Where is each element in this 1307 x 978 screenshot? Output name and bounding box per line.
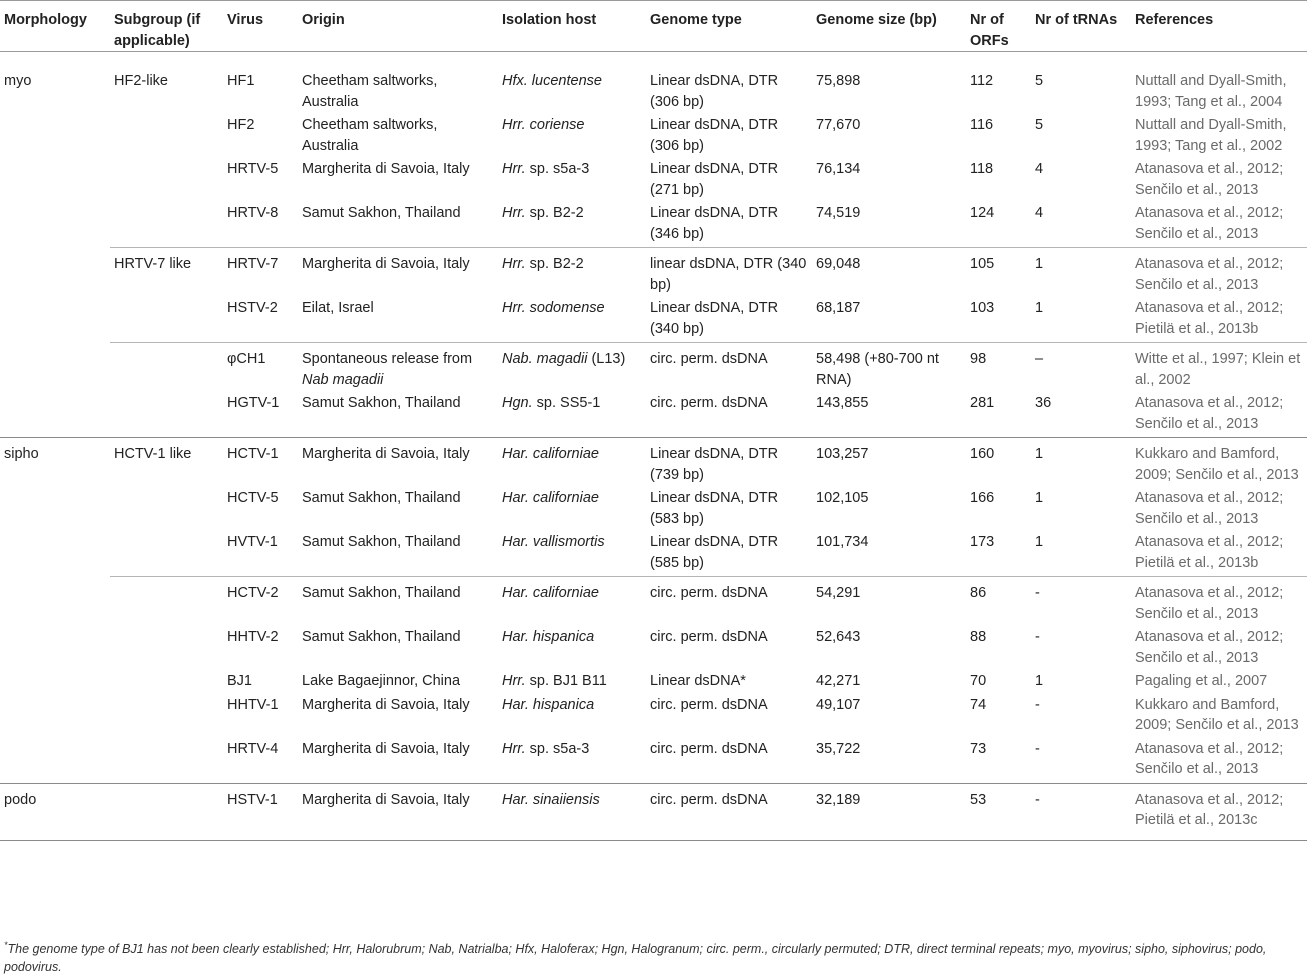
cell-orfs: 74 <box>970 696 987 713</box>
host-genus: Nab. magadii <box>502 351 588 367</box>
cell-genome-type: Linear dsDNA* <box>650 673 746 689</box>
cell-morphology <box>0 671 110 695</box>
cell-morphology <box>0 739 110 784</box>
cell-virus: HHTV-2 <box>227 629 279 645</box>
host-genus: Har. hispanica <box>502 629 595 645</box>
cell-references: Pagaling et al., 2007 <box>1135 673 1268 689</box>
cell-subgroup <box>110 488 223 532</box>
cell-orfs: 53 <box>966 783 1031 840</box>
cell-origin <box>298 115 498 159</box>
cell-origin <box>298 298 498 343</box>
origin-species: Nab magadii <box>302 371 384 388</box>
cell-host <box>498 115 646 159</box>
cell-references: Nuttall and Dyall-Smith, 1993; Tang et al., 2002 <box>1135 117 1287 154</box>
host-genus: Hrr. <box>502 740 526 757</box>
cell-genome-type: circ. perm. dsDNA <box>646 343 812 394</box>
table-row <box>0 438 1307 489</box>
cell-genome-type: circ. perm. dsDNA <box>646 783 812 840</box>
cell-genome-size: 103,257 <box>812 438 966 489</box>
cell-virus: HSTV-2 <box>227 300 278 316</box>
origin-text: Margherita di Savoia, Italy <box>302 791 470 808</box>
cell-subgroup <box>110 203 223 248</box>
cell-host <box>498 298 646 343</box>
table-row <box>0 532 1307 577</box>
cell-genome-size: 143,855 <box>816 395 869 411</box>
cell-references: Atanasova et al., 2012; Senčilo et al., 2013 <box>1131 248 1307 299</box>
cell-trnas: - <box>1035 696 1040 713</box>
cell-genome-type: Linear dsDNA, DTR (306 bp) <box>650 73 779 110</box>
cell-orfs: 112 <box>970 73 994 89</box>
cell-morphology <box>0 159 110 203</box>
host-genus: Hfx. lucentense <box>502 73 602 89</box>
origin-text: Cheetham saltworks, Australia <box>302 73 438 110</box>
cell-origin <box>298 343 498 394</box>
cell-virus: HCTV-1 <box>223 438 298 489</box>
cell-virus: HRTV-8 <box>227 205 279 221</box>
cell-subgroup <box>110 577 223 628</box>
cell-host <box>498 203 646 248</box>
cell-genome-size: 68,187 <box>816 300 861 316</box>
cell-morphology <box>0 532 110 577</box>
table-row <box>0 115 1307 159</box>
cell-morphology <box>0 393 110 438</box>
cell-trnas: - <box>1031 577 1131 628</box>
cell-subgroup <box>110 343 223 394</box>
cell-host <box>498 393 646 438</box>
cell-virus: HRTV-4 <box>227 740 279 757</box>
table-footnote <box>4 936 1299 976</box>
cell-morphology <box>0 115 110 159</box>
cell-host <box>498 695 646 739</box>
cell-genome-size: 49,107 <box>816 696 861 713</box>
cell-references: Kukkaro and Bamford, 2009; Senčilo et al., 2013 <box>1135 696 1299 733</box>
cell-trnas: - <box>1031 783 1131 840</box>
table-row <box>0 343 1307 394</box>
cell-virus: HF2 <box>227 117 255 133</box>
col-header-virus: Virus <box>223 1 298 52</box>
cell-origin <box>298 577 498 628</box>
cell-subgroup <box>110 783 223 840</box>
cell-references: Atanasova et al., 2012; Pietilä et al., 2013c <box>1131 783 1307 840</box>
cell-origin <box>298 393 498 438</box>
cell-genome-type: Linear dsDNA, DTR (739 bp) <box>646 438 812 489</box>
cell-trnas: 5 <box>1035 117 1044 133</box>
cell-genome-type: Linear dsDNA, DTR (583 bp) <box>650 490 779 527</box>
cell-virus: HHTV-1 <box>227 696 279 713</box>
cell-orfs: 98 <box>966 343 1031 394</box>
cell-genome-size: 69,048 <box>812 248 966 299</box>
cell-trnas: - <box>1035 629 1040 645</box>
cell-morphology: myo <box>4 73 32 89</box>
origin-text: Samut Sakhon, Thailand <box>302 534 461 550</box>
table-row <box>0 671 1307 695</box>
host-genus: Har. californiae <box>502 585 599 601</box>
footnote-marker: * <box>4 940 8 950</box>
origin-text: Samut Sakhon, Thailand <box>302 490 461 506</box>
cell-virus: BJ1 <box>227 673 252 689</box>
host-strain: sp. s5a-3 <box>525 740 590 757</box>
cell-trnas: 5 <box>1035 73 1044 89</box>
col-header-morphology: Morphology <box>0 1 110 52</box>
cell-host <box>498 739 646 784</box>
cell-virus: HSTV-1 <box>223 783 298 840</box>
cell-trnas: 1 <box>1035 534 1044 550</box>
table-row <box>0 783 1307 840</box>
host-genus: Har. californiae <box>502 490 599 506</box>
cell-references: Atanasova et al., 2012; Pietilä et al., 2013b <box>1135 300 1284 337</box>
host-genus: Har. hispanica <box>502 696 595 713</box>
host-strain: sp. B2-2 <box>525 205 584 221</box>
col-header-genome-size: Genome size (bp) <box>812 1 966 52</box>
cell-references: Atanasova et al., 2012; Senčilo et al., 2013 <box>1135 161 1284 198</box>
cell-origin <box>298 671 498 695</box>
cell-host <box>498 438 646 489</box>
table-row <box>0 627 1307 671</box>
cell-subgroup: HRTV-7 like <box>110 248 223 299</box>
cell-genome-size: 74,519 <box>816 205 861 221</box>
cell-references: Atanasova et al., 2012; Senčilo et al., 2013 <box>1135 490 1284 527</box>
table-row <box>0 488 1307 532</box>
cell-subgroup <box>110 532 223 577</box>
cell-subgroup <box>110 695 223 739</box>
cell-virus: HGTV-1 <box>227 395 280 411</box>
col-header-trnas: Nr of tRNAs <box>1031 1 1131 52</box>
cell-orfs: 105 <box>966 248 1031 299</box>
cell-genome-type: circ. perm. dsDNA <box>650 696 768 713</box>
cell-host <box>498 343 646 394</box>
col-header-orfs: Nr of ORFs <box>966 1 1031 52</box>
host-genus: Hrr. <box>502 256 526 272</box>
cell-genome-type: Linear dsDNA, DTR (346 bp) <box>650 205 779 242</box>
table-row <box>0 393 1307 438</box>
cell-genome-size: 101,734 <box>816 534 869 550</box>
cell-references: Witte et al., 1997; Klein et al., 2002 <box>1131 343 1307 394</box>
col-header-genome-type: Genome type <box>646 1 812 52</box>
cell-genome-size: 76,134 <box>816 161 861 177</box>
footnote-text: The genome type of BJ1 has not been clearly established; Hrr, Halorubrum; Nab, Natrialba; Hfx, Haloferax; Hgn, Halogranum; circ. perm., circularly permuted; DTR, direct terminal repeats; myo, myovirus; sipho, siphovirus; podo, podovirus. <box>4 942 1267 975</box>
cell-orfs: 86 <box>966 577 1031 628</box>
cell-virus: φCH1 <box>223 343 298 394</box>
host-strain: (L13) <box>587 351 626 367</box>
cell-genome-type: circ. perm. dsDNA <box>650 395 768 411</box>
cell-morphology <box>0 627 110 671</box>
origin-text: Spontaneous release from <box>302 351 473 367</box>
cell-orfs: 124 <box>970 205 995 221</box>
cell-trnas: 36 <box>1035 395 1052 411</box>
table-row <box>0 159 1307 203</box>
cell-genome-size: 54,291 <box>812 577 966 628</box>
cell-orfs: 166 <box>970 490 995 506</box>
origin-text: Margherita di Savoia, Italy <box>302 256 470 272</box>
cell-genome-type: Linear dsDNA, DTR (340 bp) <box>650 300 779 337</box>
cell-orfs: 103 <box>970 300 995 316</box>
origin-text: Lake Bagaejinnor, China <box>302 673 461 689</box>
cell-host <box>498 159 646 203</box>
cell-orfs: 281 <box>970 395 995 411</box>
cell-trnas: 1 <box>1031 438 1131 489</box>
origin-text: Samut Sakhon, Thailand <box>302 395 461 411</box>
cell-references: Atanasova et al., 2012; Senčilo et al., 2013 <box>1135 205 1284 242</box>
table-row <box>0 248 1307 299</box>
host-genus: Hrr. sodomense <box>502 300 605 316</box>
cell-orfs: 70 <box>970 673 987 689</box>
cell-host <box>498 671 646 695</box>
origin-text: Eilat, Israel <box>302 300 374 316</box>
cell-host <box>498 488 646 532</box>
cell-origin <box>298 52 498 116</box>
cell-genome-size: 32,189 <box>812 783 966 840</box>
cell-trnas: 1 <box>1035 673 1044 689</box>
cell-genome-type: Linear dsDNA, DTR (306 bp) <box>650 117 779 154</box>
cell-references: Kukkaro and Bamford, 2009; Senčilo et al., 2013 <box>1131 438 1307 489</box>
host-strain: sp. BJ1 B11 <box>525 673 607 689</box>
col-header-subgroup: Subgroup (if applicable) <box>110 1 223 52</box>
cell-virus: HVTV-1 <box>227 534 278 550</box>
cell-orfs: 88 <box>970 629 987 645</box>
cell-morphology <box>0 488 110 532</box>
cell-origin <box>298 532 498 577</box>
cell-subgroup <box>110 739 223 784</box>
cell-host <box>498 532 646 577</box>
table-row <box>0 203 1307 248</box>
cell-trnas: 1 <box>1031 248 1131 299</box>
host-strain: sp. SS5-1 <box>532 395 601 411</box>
cell-morphology <box>0 203 110 248</box>
cell-subgroup <box>110 115 223 159</box>
cell-references: Atanasova et al., 2012; Senčilo et al., 2013 <box>1135 629 1284 666</box>
cell-subgroup: HCTV-1 like <box>110 438 223 489</box>
col-header-references: References <box>1131 1 1307 52</box>
host-genus: Har. vallismortis <box>502 534 605 550</box>
origin-text: Cheetham saltworks, Australia <box>302 117 438 154</box>
cell-genome-size: 77,670 <box>816 117 861 133</box>
cell-morphology <box>0 343 110 394</box>
host-genus: Hrr. <box>502 673 526 689</box>
origin-text: Samut Sakhon, Thailand <box>302 629 461 645</box>
cell-origin <box>298 739 498 784</box>
cell-virus: HCTV-5 <box>227 490 279 506</box>
cell-morphology: sipho <box>0 438 110 489</box>
cell-trnas: 4 <box>1035 205 1044 221</box>
cell-trnas: – <box>1031 343 1131 394</box>
cell-morphology <box>0 695 110 739</box>
table-row <box>0 739 1307 784</box>
cell-genome-type: circ. perm. dsDNA <box>646 577 812 628</box>
cell-genome-size: 102,105 <box>816 490 869 506</box>
cell-origin <box>298 248 498 299</box>
cell-origin <box>298 203 498 248</box>
origin-text: Margherita di Savoia, Italy <box>302 696 470 713</box>
cell-genome-size: 42,271 <box>816 673 861 689</box>
cell-host <box>498 577 646 628</box>
origin-text: Margherita di Savoia, Italy <box>302 446 470 462</box>
cell-references: Atanasova et al., 2012; Senčilo et al., 2013 <box>1135 740 1284 777</box>
cell-host <box>498 248 646 299</box>
cell-trnas: 1 <box>1035 490 1044 506</box>
cell-subgroup <box>110 393 223 438</box>
cell-references: Atanasova et al., 2012; Senčilo et al., 2013 <box>1131 577 1307 628</box>
col-header-origin: Origin <box>298 1 498 52</box>
col-header-host: Isolation host <box>498 1 646 52</box>
table-row <box>0 298 1307 343</box>
cell-genome-type: Linear dsDNA, DTR (271 bp) <box>650 161 779 198</box>
host-strain: sp. B2-2 <box>525 256 584 272</box>
cell-references: Nuttall and Dyall-Smith, 1993; Tang et al., 2004 <box>1135 73 1287 110</box>
cell-virus: HF1 <box>227 73 255 89</box>
cell-morphology <box>0 298 110 343</box>
cell-trnas: 1 <box>1035 300 1044 316</box>
cell-morphology <box>0 248 110 299</box>
cell-subgroup <box>110 298 223 343</box>
cell-subgroup <box>110 671 223 695</box>
host-genus: Hrr. coriense <box>502 117 585 133</box>
cell-virus: HCTV-2 <box>223 577 298 628</box>
cell-host <box>498 627 646 671</box>
cell-origin <box>298 783 498 840</box>
origin-text: Margherita di Savoia, Italy <box>302 161 470 177</box>
cell-virus: HRTV-5 <box>227 161 279 177</box>
cell-subgroup <box>110 159 223 203</box>
cell-genome-type: circ. perm. dsDNA <box>650 740 768 757</box>
cell-orfs: 118 <box>970 161 994 177</box>
cell-orfs: 173 <box>970 534 995 550</box>
cell-origin <box>298 159 498 203</box>
cell-orfs: 116 <box>970 117 994 133</box>
table-row <box>0 577 1307 628</box>
cell-genome-size: 52,643 <box>816 629 861 645</box>
host-strain: sp. s5a-3 <box>525 161 590 177</box>
table-header-row <box>0 1 1307 52</box>
host-genus: Har. sinaiiensis <box>502 791 600 808</box>
cell-origin <box>298 627 498 671</box>
origin-text: Samut Sakhon, Thailand <box>302 585 461 601</box>
cell-references: Atanasova et al., 2012; Pietilä et al., 2013b <box>1135 534 1284 571</box>
cell-trnas: - <box>1035 740 1040 757</box>
cell-subgroup <box>110 627 223 671</box>
cell-morphology: podo <box>0 783 110 840</box>
table-body <box>0 52 1307 841</box>
cell-genome-type: Linear dsDNA, DTR (585 bp) <box>650 534 779 571</box>
host-genus: Har. californiae <box>502 446 599 462</box>
cell-genome-size: 58,498 (+80-700 nt RNA) <box>812 343 966 394</box>
cell-genome-type: circ. perm. dsDNA <box>650 629 768 645</box>
origin-text: Margherita di Savoia, Italy <box>302 740 470 757</box>
host-genus: Hrr. <box>502 205 526 221</box>
cell-origin <box>298 695 498 739</box>
host-genus: Hgn. <box>502 395 533 411</box>
cell-morphology <box>0 577 110 628</box>
table-row <box>0 52 1307 116</box>
origin-text: Samut Sakhon, Thailand <box>302 205 461 221</box>
cell-references: Atanasova et al., 2012; Senčilo et al., 2013 <box>1135 395 1284 432</box>
cell-genome-size: 35,722 <box>816 740 861 757</box>
cell-subgroup: HF2-like <box>114 73 168 89</box>
cell-trnas: 4 <box>1035 161 1044 177</box>
host-genus: Hrr. <box>502 161 526 177</box>
cell-genome-size: 75,898 <box>816 73 861 89</box>
cell-orfs: 160 <box>966 438 1031 489</box>
cell-virus: HRTV-7 <box>223 248 298 299</box>
cell-origin <box>298 438 498 489</box>
cell-host <box>498 783 646 840</box>
cell-genome-type: linear dsDNA, DTR (340 bp) <box>646 248 812 299</box>
table-row <box>0 695 1307 739</box>
cell-host <box>498 52 646 116</box>
cell-orfs: 73 <box>970 740 987 757</box>
cell-origin <box>298 488 498 532</box>
